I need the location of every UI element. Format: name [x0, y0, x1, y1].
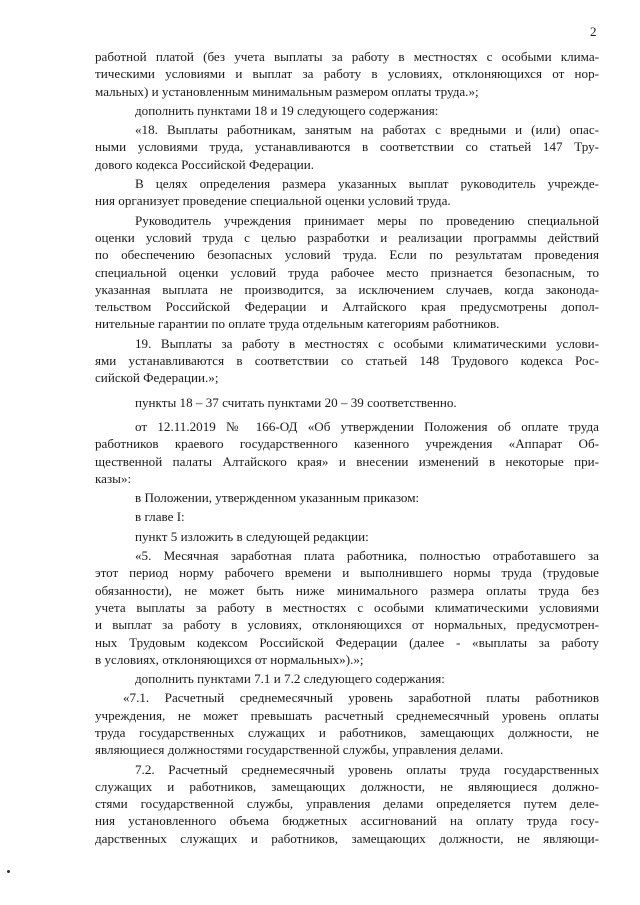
text-line: обязанности), не может быть ниже минимального размера оплаты труда без	[95, 582, 599, 598]
text-line: пункт 5 изложить в следующей редакции:	[135, 528, 369, 544]
text-line: дополнить пунктами 7.1 и 7.2 следующего содержания:	[135, 671, 445, 687]
paragraph	[95, 102, 599, 119]
text-line: оценки условий труда с целью разработки и реализации программы действий	[95, 229, 599, 245]
text-line: ными условиями труда, устанавливаются в соответствии со статьей 147 Тру-	[95, 139, 599, 155]
text-line: казы»:	[95, 470, 132, 486]
paragraph	[95, 418, 599, 487]
paragraph	[95, 48, 599, 100]
paragraph	[95, 528, 599, 545]
text-line: служащих и работников, замещающих должности, не являющиеся должно-	[95, 778, 599, 794]
text-line: пункты 18 – 37 считать пунктами 20 – 39 соответственно.	[135, 394, 457, 410]
scan-speck	[7, 870, 10, 873]
text-line: в главе I:	[135, 509, 185, 525]
text-line: учета выплаты за работу в местностях с особыми климатическими условиями	[95, 599, 599, 615]
text-line: в условиях, отклоняющихся от нормальных»).»;	[95, 651, 364, 667]
paragraph	[95, 394, 599, 411]
text-line: В целях определения размера указанных выплат руководитель учрежде-	[135, 176, 599, 192]
text-line: ями устанавливаются в соответствии со статьей 148 Трудового кодекса Рос-	[95, 353, 599, 369]
text-line: «5. Месячная заработная плата работника, полностью отработавшего за	[135, 548, 599, 564]
text-line: специальной оценки условий труда рабочее место признается безопасным, то	[95, 264, 599, 280]
text-line: труда государственных служащих и работников, замещающих должности, не	[95, 724, 599, 740]
paragraph	[95, 121, 599, 173]
text-line: учреждения, не может превышать расчетный среднемесячный уровень оплаты	[95, 707, 599, 723]
text-line: дарственных служащих и работников, замещающих должности, не являющи-	[95, 830, 599, 846]
text-line: тельством Российской Федерации и Алтайского края предусмотрены допол-	[95, 299, 599, 315]
text-line: щественной палаты Алтайского края» и внесении изменений в некоторые при-	[95, 453, 599, 469]
text-line: ния организует проведение специальной оценки условий труда.	[95, 193, 451, 209]
text-line: 7.2. Расчетный среднемесячный уровень оплаты труда государственных	[135, 761, 599, 777]
paragraph	[95, 547, 599, 668]
text-line: этот период норму рабочего времени и выполнившего нормы труда (трудовые	[95, 565, 599, 581]
document-body	[0, 48, 640, 847]
text-line: по обеспечению безопасных условий труда. Если по результатам проведения	[95, 247, 599, 263]
paragraph	[95, 489, 599, 506]
page-number: 2	[590, 24, 597, 39]
text-line: сийской Федерации.»;	[95, 370, 219, 386]
text-line: от 12.11.2019 № 166-ОД «Об утверждении Положения об оплате труда	[135, 418, 599, 434]
paragraph	[95, 175, 599, 210]
paragraph	[95, 212, 599, 333]
paragraph	[95, 335, 599, 387]
text-line: являющиеся должностями государственной службы, управления делами.	[95, 742, 504, 758]
paragraph	[95, 761, 599, 847]
text-line: ния установленного объема бюджетных ассигнований на оплату труда госу-	[95, 813, 599, 829]
text-line: «7.1. Расчетный среднемесячный уровень заработной платы работников	[123, 690, 599, 706]
text-line: мальных) и установленным минимальным размером оплаты труда.»;	[95, 83, 479, 99]
text-line: дового кодекса Российской Федерации.	[95, 156, 315, 172]
text-line: в Положении, утвержденном указанным приказом:	[135, 490, 420, 506]
text-line: ных Трудовым кодексом Российской Федерации (далее - «выплаты за работу	[95, 634, 599, 650]
paragraph	[95, 508, 599, 525]
paragraph	[95, 689, 599, 758]
text-line: тическими условиями и выплат за работу в условиях, отклоняющихся от нор-	[95, 66, 599, 82]
text-line: указанная выплата не производится, за исключением случаев, когда законода-	[95, 281, 599, 297]
text-line: «18. Выплаты работникам, занятым на работах с вредными и (или) опас-	[135, 122, 599, 138]
text-line: и выплат за работу в условиях, отклоняющихся от нормальных, предусмотрен-	[95, 617, 599, 633]
text-line: дополнить пунктами 18 и 19 следующего содержания:	[135, 102, 439, 118]
text-line: Руководитель учреждения принимает меры по проведению специальной	[135, 212, 599, 228]
text-line: нительные гарантии по оплате труда отдельным категориям работников.	[95, 316, 500, 332]
text-line: 19. Выплаты за работу в местностях с особыми климатическими услови-	[135, 335, 599, 351]
text-line: работников краевого государственного казенного учреждения «Аппарат Об-	[95, 436, 599, 452]
paragraph	[95, 670, 599, 687]
text-line: работной платой (без учета выплаты за работу в местностях с особыми клима-	[95, 49, 599, 64]
text-line: стями государственной службы, управления делами определяется путем деле-	[95, 796, 599, 812]
